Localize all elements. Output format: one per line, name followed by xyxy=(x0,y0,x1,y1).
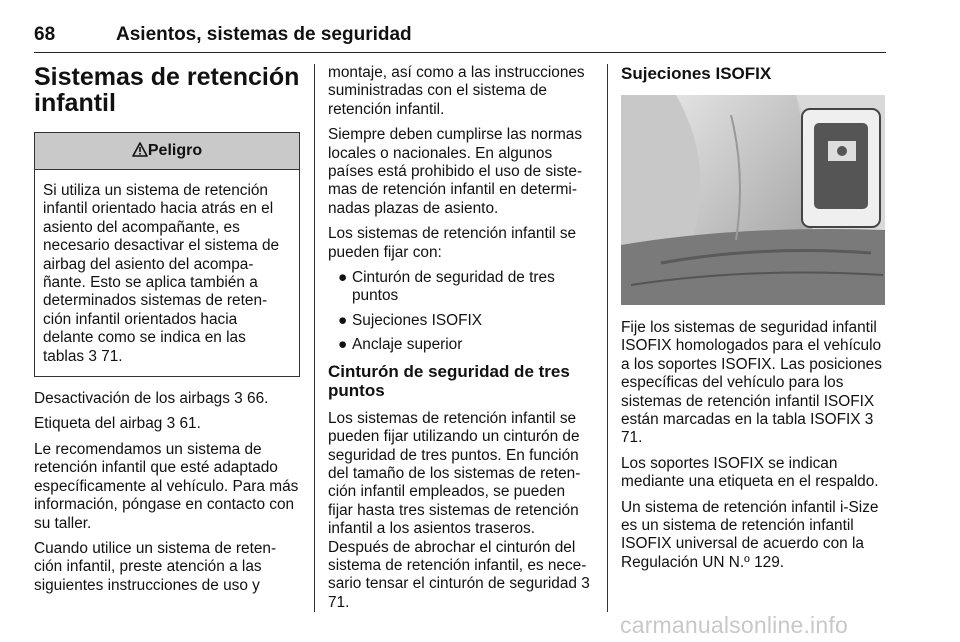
paragraph-recommendation: Le recomendamos un sistema de retención infantil que esté adaptado específicamente al vehículo. Para más información, póngase en contacto con su taller. xyxy=(34,440,299,532)
column-right xyxy=(621,64,887,579)
paragraph-airbag-deactivation: Desactivación de los airbags 3 66. xyxy=(34,390,269,408)
column-divider xyxy=(607,64,608,612)
warning-text: Si utiliza un sistema de retención infantil orientado hacia atrás en el asiento del acompañante, es necesario desactivar el sistema de airbag del asiento del acompa-ñante. Esto se aplica también a determinados sistemas de reten-ción infantil orientados hacia delante como se indica en las tablas 3 71. xyxy=(43,182,280,365)
paragraph-isofix-fixing: Fije los sistemas de seguridad infantil ISOFIX homologados para el vehículo a los soportes ISOFIX. Las posiciones específicas del vehículo para los sistemas de retención infantil ISOFIX están marcadas en la tabla ISOFIX 3 71. xyxy=(621,319,882,447)
warning-title: Peligro xyxy=(147,142,203,159)
paragraph-fixing-options: Los sistemas de retención infantil se pueden fijar con: xyxy=(328,225,577,261)
paragraph-airbag-label: Etiqueta del airbag 3 61. xyxy=(34,415,201,433)
paragraph-regulations: Siempre deben cumplirse las normas locales o nacionales. En algunos países está prohibido el uso de siste-mas de retención infantil en determi-nadas plazas de asiento. xyxy=(328,126,583,217)
paragraph-three-point-belt: Los sistemas de retención infantil se pueden fijar utilizando un cinturón de seguridad de tres puntos. En función del tamaño de los sistemas de reten-ción infantil empleados, se pueden fijar hasta tres sistemas de retención infantil a los asientos traseros. Después de abrochar el cinturón del sistema de retención infantil, es nece-sario tensar el cinturón de seguridad 3 71. xyxy=(328,409,590,611)
paragraph-i-size: Un sistema de retención infantil i-Size es un sistema de retención infantil ISOFIX universal de acuerdo con la Regulación UN N.º 129. xyxy=(621,498,879,571)
subheading-three-point-belt: Cinturón de seguridad de tres puntos xyxy=(328,361,570,400)
heading-isofix: Sujeciones ISOFIX xyxy=(621,64,772,83)
warning-triangle-icon xyxy=(132,142,148,157)
list-item xyxy=(328,312,590,330)
paragraph-isofix-label: Los soportes ISOFIX se indican mediante una etiqueta en el respaldo. xyxy=(621,454,879,491)
list-item-text: Cinturón de seguridad de tres puntos xyxy=(352,269,555,305)
list-item-text: Anclaje superior xyxy=(352,336,463,354)
list-item xyxy=(328,269,590,306)
bullet: ● xyxy=(338,336,348,354)
heading-child-restraint-systems: Sistemas de retención infantil xyxy=(34,63,300,117)
paragraph-installation: montaje, así como a las instrucciones suministradas con el sistema de retención infantil. xyxy=(328,64,585,118)
list-item-text: Sujeciones ISOFIX xyxy=(352,311,483,329)
bullet: ● xyxy=(338,311,348,329)
column-left xyxy=(34,64,300,602)
warning-title-bar xyxy=(35,133,299,170)
list-item xyxy=(328,336,590,354)
bullet: ● xyxy=(338,269,348,287)
column-divider xyxy=(314,64,315,612)
page-header xyxy=(34,22,886,53)
page-number: 68 xyxy=(34,24,56,45)
section-title: Asientos, sistemas de seguridad xyxy=(116,24,412,45)
danger-warning-box xyxy=(34,132,300,377)
paragraph-usage-instructions: Cuando utilice un sistema de reten-ción infantil, preste atención a las siguientes instrucciones de uso y xyxy=(34,539,277,594)
watermark: carmanualsonline.info xyxy=(620,612,848,638)
fixing-options-list xyxy=(328,269,590,355)
column-middle xyxy=(328,64,590,619)
rear-seat-isofix-photo xyxy=(621,95,885,305)
